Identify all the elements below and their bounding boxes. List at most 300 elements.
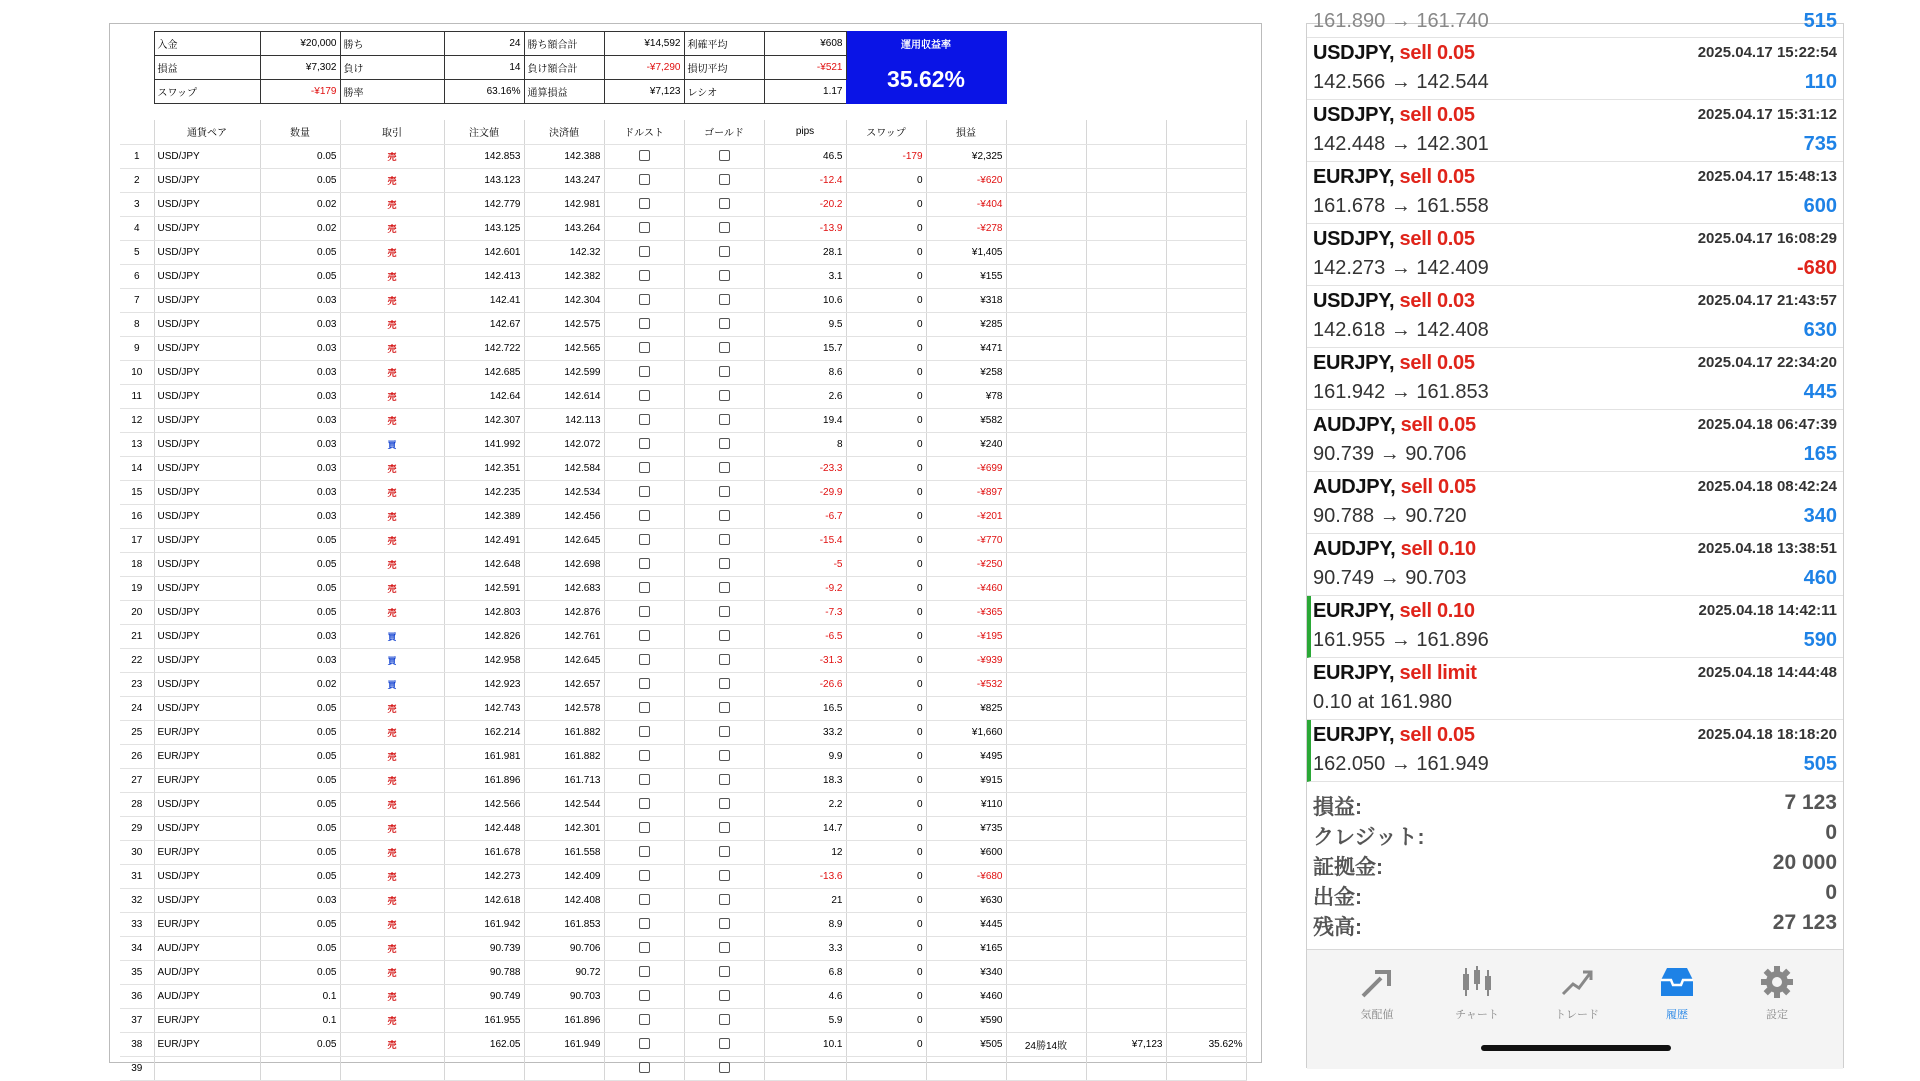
- gold-checkbox[interactable]: [719, 582, 730, 593]
- swap-cell[interactable]: 0: [846, 792, 926, 816]
- lot-cell[interactable]: 0.03: [260, 456, 340, 480]
- lot-cell[interactable]: 0.1: [260, 984, 340, 1008]
- summary-value[interactable]: 63.16%: [444, 80, 524, 104]
- extra-cell[interactable]: [1166, 792, 1246, 816]
- extra-cell[interactable]: [1006, 216, 1086, 240]
- dollar-straddle-checkbox-cell[interactable]: [604, 888, 684, 912]
- pips-cell[interactable]: 28.1: [764, 240, 846, 264]
- gold-checkbox-cell[interactable]: [684, 336, 764, 360]
- pair-cell[interactable]: USD/JPY: [154, 576, 260, 600]
- pips-cell[interactable]: 2.6: [764, 384, 846, 408]
- extra-cell[interactable]: [1166, 624, 1246, 648]
- lot-cell[interactable]: 0.05: [260, 528, 340, 552]
- extra-cell[interactable]: [1166, 984, 1246, 1008]
- extra-cell[interactable]: [1166, 864, 1246, 888]
- extra-cell[interactable]: [1166, 192, 1246, 216]
- pips-cell[interactable]: -31.3: [764, 648, 846, 672]
- pnl-cell[interactable]: ¥460: [926, 984, 1006, 1008]
- pnl-cell[interactable]: ¥630: [926, 888, 1006, 912]
- swap-cell[interactable]: 0: [846, 192, 926, 216]
- table-row[interactable]: [120, 960, 1246, 984]
- swap-cell[interactable]: -179: [846, 144, 926, 168]
- gold-checkbox-cell[interactable]: [684, 912, 764, 936]
- pips-cell[interactable]: -9.2: [764, 576, 846, 600]
- extra-cell[interactable]: [1006, 936, 1086, 960]
- gold-checkbox[interactable]: [719, 318, 730, 329]
- extra-cell[interactable]: [1006, 240, 1086, 264]
- extra-cell[interactable]: [1086, 1056, 1166, 1080]
- dollar-straddle-checkbox[interactable]: [639, 294, 650, 305]
- table-row[interactable]: [120, 288, 1246, 312]
- extra-cell[interactable]: [1166, 576, 1246, 600]
- pair-cell[interactable]: USD/JPY: [154, 240, 260, 264]
- extra-cell[interactable]: [1086, 456, 1166, 480]
- swap-cell[interactable]: 0: [846, 360, 926, 384]
- dollar-straddle-checkbox[interactable]: [639, 966, 650, 977]
- close-price-cell[interactable]: 142.683: [524, 576, 604, 600]
- gold-checkbox[interactable]: [719, 918, 730, 929]
- pips-cell[interactable]: 12: [764, 840, 846, 864]
- pnl-cell[interactable]: ¥1,405: [926, 240, 1006, 264]
- extra-cell[interactable]: [1086, 768, 1166, 792]
- tab-chart[interactable]: [1437, 962, 1517, 1022]
- open-price-cell[interactable]: 142.591: [444, 576, 524, 600]
- gold-checkbox-cell[interactable]: [684, 816, 764, 840]
- lot-cell[interactable]: 0.05: [260, 768, 340, 792]
- close-price-cell[interactable]: 143.264: [524, 216, 604, 240]
- extra-cell[interactable]: [1006, 648, 1086, 672]
- close-price-cell[interactable]: 161.882: [524, 720, 604, 744]
- pips-cell[interactable]: 14.7: [764, 816, 846, 840]
- extra-cell[interactable]: [1086, 936, 1166, 960]
- gold-checkbox[interactable]: [719, 366, 730, 377]
- lot-cell[interactable]: 0.03: [260, 408, 340, 432]
- gold-checkbox[interactable]: [719, 438, 730, 449]
- summary-label[interactable]: 通算損益: [524, 80, 604, 104]
- open-price-cell[interactable]: 142.351: [444, 456, 524, 480]
- home-indicator[interactable]: [1481, 1045, 1671, 1051]
- extra-cell[interactable]: [1086, 792, 1166, 816]
- pips-cell[interactable]: 19.4: [764, 408, 846, 432]
- extra-cell[interactable]: [1166, 216, 1246, 240]
- extra-cell[interactable]: [1086, 720, 1166, 744]
- close-price-cell[interactable]: 142.761: [524, 624, 604, 648]
- open-price-cell[interactable]: 142.67: [444, 312, 524, 336]
- side-cell[interactable]: 売: [340, 912, 444, 936]
- dollar-straddle-checkbox[interactable]: [639, 942, 650, 953]
- gold-checkbox[interactable]: [719, 654, 730, 665]
- history-item[interactable]: [1307, 658, 1843, 720]
- extra-cell[interactable]: [1086, 840, 1166, 864]
- open-price-cell[interactable]: 161.942: [444, 912, 524, 936]
- gold-checkbox[interactable]: [719, 702, 730, 713]
- pair-cell[interactable]: USD/JPY: [154, 456, 260, 480]
- pnl-cell[interactable]: -¥195: [926, 624, 1006, 648]
- dollar-straddle-checkbox[interactable]: [639, 318, 650, 329]
- table-row[interactable]: [120, 864, 1246, 888]
- open-price-cell[interactable]: 142.958: [444, 648, 524, 672]
- extra-cell[interactable]: [1166, 648, 1246, 672]
- gold-checkbox-cell[interactable]: [684, 1032, 764, 1056]
- pips-cell[interactable]: -6.7: [764, 504, 846, 528]
- pnl-cell[interactable]: ¥165: [926, 936, 1006, 960]
- lot-cell[interactable]: 0.05: [260, 816, 340, 840]
- dollar-straddle-checkbox-cell[interactable]: [604, 936, 684, 960]
- pair-cell[interactable]: USD/JPY: [154, 408, 260, 432]
- gold-checkbox[interactable]: [719, 1062, 730, 1073]
- pnl-cell[interactable]: -¥404: [926, 192, 1006, 216]
- dollar-straddle-checkbox-cell[interactable]: [604, 816, 684, 840]
- row-number[interactable]: 19: [120, 576, 154, 600]
- extra-cell[interactable]: [1166, 600, 1246, 624]
- open-price-cell[interactable]: 142.779: [444, 192, 524, 216]
- extra-cell[interactable]: [1166, 312, 1246, 336]
- extra-cell[interactable]: [1166, 1056, 1246, 1080]
- side-cell[interactable]: 売: [340, 480, 444, 504]
- lot-cell[interactable]: 0.05: [260, 864, 340, 888]
- pips-cell[interactable]: [764, 1056, 846, 1080]
- pair-cell[interactable]: USD/JPY: [154, 864, 260, 888]
- open-price-cell[interactable]: 161.981: [444, 744, 524, 768]
- extra-cell[interactable]: [1166, 912, 1246, 936]
- summary-label[interactable]: 負け: [340, 56, 444, 80]
- dollar-straddle-checkbox[interactable]: [639, 390, 650, 401]
- extra-cell[interactable]: [1006, 720, 1086, 744]
- gold-checkbox-cell[interactable]: [684, 888, 764, 912]
- summary-value[interactable]: ¥7,123: [604, 80, 684, 104]
- side-cell[interactable]: 売: [340, 360, 444, 384]
- gold-checkbox-cell[interactable]: [684, 552, 764, 576]
- side-cell[interactable]: 売: [340, 192, 444, 216]
- gold-checkbox-cell[interactable]: [684, 840, 764, 864]
- pair-cell[interactable]: USD/JPY: [154, 672, 260, 696]
- pnl-cell[interactable]: ¥582: [926, 408, 1006, 432]
- swap-cell[interactable]: 0: [846, 888, 926, 912]
- extra-cell[interactable]: [1086, 912, 1166, 936]
- extra-cell[interactable]: [1086, 144, 1166, 168]
- column-header[interactable]: [1086, 120, 1166, 144]
- pair-cell[interactable]: USD/JPY: [154, 888, 260, 912]
- summary-label[interactable]: 損益: [154, 56, 260, 80]
- pnl-cell[interactable]: -¥680: [926, 864, 1006, 888]
- lot-cell[interactable]: 0.05: [260, 696, 340, 720]
- pair-cell[interactable]: USD/JPY: [154, 384, 260, 408]
- pair-cell[interactable]: USD/JPY: [154, 792, 260, 816]
- row-number[interactable]: 27: [120, 768, 154, 792]
- lot-cell[interactable]: 0.05: [260, 576, 340, 600]
- dollar-straddle-checkbox-cell[interactable]: [604, 216, 684, 240]
- dollar-straddle-checkbox-cell[interactable]: [604, 288, 684, 312]
- dollar-straddle-checkbox-cell[interactable]: [604, 1032, 684, 1056]
- lot-cell[interactable]: 0.02: [260, 216, 340, 240]
- row-number[interactable]: 14: [120, 456, 154, 480]
- table-row[interactable]: [120, 1056, 1246, 1080]
- extra-cell[interactable]: [1006, 552, 1086, 576]
- table-row[interactable]: [120, 840, 1246, 864]
- history-item[interactable]: [1307, 720, 1843, 782]
- pair-cell[interactable]: USD/JPY: [154, 648, 260, 672]
- gold-checkbox-cell[interactable]: [684, 168, 764, 192]
- column-header[interactable]: [1166, 120, 1246, 144]
- dollar-straddle-checkbox-cell[interactable]: [604, 696, 684, 720]
- row-number[interactable]: 7: [120, 288, 154, 312]
- history-item[interactable]: [1307, 224, 1843, 286]
- extra-cell[interactable]: [1166, 720, 1246, 744]
- row-number[interactable]: 8: [120, 312, 154, 336]
- gold-checkbox[interactable]: [719, 630, 730, 641]
- dollar-straddle-checkbox[interactable]: [639, 198, 650, 209]
- swap-cell[interactable]: 0: [846, 480, 926, 504]
- swap-cell[interactable]: 0: [846, 840, 926, 864]
- extra-cell[interactable]: [1166, 240, 1246, 264]
- gold-checkbox-cell[interactable]: [684, 576, 764, 600]
- summary-label[interactable]: 勝ち額合計: [524, 32, 604, 56]
- extra-cell[interactable]: [1006, 480, 1086, 504]
- gold-checkbox[interactable]: [719, 462, 730, 473]
- open-price-cell[interactable]: 142.235: [444, 480, 524, 504]
- lot-cell[interactable]: 0.02: [260, 192, 340, 216]
- row-number[interactable]: 18: [120, 552, 154, 576]
- row-number[interactable]: 31: [120, 864, 154, 888]
- dollar-straddle-checkbox[interactable]: [639, 918, 650, 929]
- pips-cell[interactable]: -29.9: [764, 480, 846, 504]
- extra-cell[interactable]: [1166, 840, 1246, 864]
- swap-cell[interactable]: 0: [846, 216, 926, 240]
- open-price-cell[interactable]: 90.749: [444, 984, 524, 1008]
- gold-checkbox-cell[interactable]: [684, 216, 764, 240]
- open-price-cell[interactable]: 143.125: [444, 216, 524, 240]
- pnl-cell[interactable]: -¥278: [926, 216, 1006, 240]
- lot-cell[interactable]: 0.03: [260, 888, 340, 912]
- extra-cell[interactable]: [1006, 792, 1086, 816]
- summary-value[interactable]: 14: [444, 56, 524, 80]
- swap-cell[interactable]: 0: [846, 1032, 926, 1056]
- pair-cell[interactable]: USD/JPY: [154, 216, 260, 240]
- side-cell[interactable]: 買: [340, 624, 444, 648]
- table-row[interactable]: [120, 240, 1246, 264]
- close-price-cell[interactable]: 161.853: [524, 912, 604, 936]
- swap-cell[interactable]: 0: [846, 912, 926, 936]
- pair-cell[interactable]: USD/JPY: [154, 336, 260, 360]
- extra-cell[interactable]: [1006, 504, 1086, 528]
- extra-cell[interactable]: [1006, 264, 1086, 288]
- lot-cell[interactable]: 0.03: [260, 336, 340, 360]
- open-price-cell[interactable]: 143.123: [444, 168, 524, 192]
- pnl-cell[interactable]: ¥2,325: [926, 144, 1006, 168]
- extra-cell[interactable]: [1006, 816, 1086, 840]
- extra-cell[interactable]: [1006, 144, 1086, 168]
- side-cell[interactable]: 売: [340, 768, 444, 792]
- dollar-straddle-checkbox[interactable]: [639, 270, 650, 281]
- dollar-straddle-checkbox-cell[interactable]: [604, 240, 684, 264]
- dollar-straddle-checkbox[interactable]: [639, 870, 650, 881]
- pair-cell[interactable]: USD/JPY: [154, 528, 260, 552]
- pnl-cell[interactable]: -¥897: [926, 480, 1006, 504]
- close-price-cell[interactable]: 142.565: [524, 336, 604, 360]
- lot-cell[interactable]: 0.05: [260, 720, 340, 744]
- extra-cell[interactable]: [1086, 600, 1166, 624]
- column-header[interactable]: ドルスト: [604, 120, 684, 144]
- gold-checkbox[interactable]: [719, 606, 730, 617]
- extra-cell[interactable]: [1086, 744, 1166, 768]
- summary-value[interactable]: ¥7,302: [260, 56, 340, 80]
- pips-cell[interactable]: 15.7: [764, 336, 846, 360]
- pair-cell[interactable]: EUR/JPY: [154, 840, 260, 864]
- dollar-straddle-checkbox-cell[interactable]: [604, 264, 684, 288]
- gold-checkbox[interactable]: [719, 174, 730, 185]
- history-item[interactable]: [1307, 596, 1843, 658]
- pips-cell[interactable]: 3.3: [764, 936, 846, 960]
- gold-checkbox-cell[interactable]: [684, 480, 764, 504]
- dollar-straddle-checkbox-cell[interactable]: [604, 144, 684, 168]
- extra-cell[interactable]: [1166, 264, 1246, 288]
- pips-cell[interactable]: 10.1: [764, 1032, 846, 1056]
- swap-cell[interactable]: 0: [846, 624, 926, 648]
- row-number[interactable]: 28: [120, 792, 154, 816]
- extra-cell[interactable]: [1086, 192, 1166, 216]
- gold-checkbox-cell[interactable]: [684, 936, 764, 960]
- close-price-cell[interactable]: 142.32: [524, 240, 604, 264]
- dollar-straddle-checkbox-cell[interactable]: [604, 840, 684, 864]
- pair-cell[interactable]: USD/JPY: [154, 480, 260, 504]
- lot-cell[interactable]: 0.05: [260, 168, 340, 192]
- extra-cell[interactable]: [1006, 696, 1086, 720]
- extra-cell[interactable]: [1006, 960, 1086, 984]
- close-price-cell[interactable]: 142.409: [524, 864, 604, 888]
- tab-history[interactable]: [1637, 962, 1717, 1022]
- extra-cell[interactable]: [1086, 552, 1166, 576]
- gold-checkbox-cell[interactable]: [684, 984, 764, 1008]
- pnl-cell[interactable]: ¥825: [926, 696, 1006, 720]
- dollar-straddle-checkbox-cell[interactable]: [604, 768, 684, 792]
- row-number[interactable]: 38: [120, 1032, 154, 1056]
- dollar-straddle-checkbox[interactable]: [639, 222, 650, 233]
- column-header[interactable]: スワップ: [846, 120, 926, 144]
- dollar-straddle-checkbox[interactable]: [639, 750, 650, 761]
- swap-cell[interactable]: 0: [846, 264, 926, 288]
- gold-checkbox[interactable]: [719, 966, 730, 977]
- row-number[interactable]: 26: [120, 744, 154, 768]
- row-number[interactable]: 25: [120, 720, 154, 744]
- dollar-straddle-checkbox-cell[interactable]: [604, 456, 684, 480]
- dollar-straddle-checkbox-cell[interactable]: [604, 480, 684, 504]
- side-cell[interactable]: 売: [340, 840, 444, 864]
- lot-cell[interactable]: 0.05: [260, 960, 340, 984]
- gold-checkbox[interactable]: [719, 846, 730, 857]
- extra-cell[interactable]: [1006, 864, 1086, 888]
- side-cell[interactable]: 売: [340, 312, 444, 336]
- gold-checkbox-cell[interactable]: [684, 768, 764, 792]
- dollar-straddle-checkbox[interactable]: [639, 486, 650, 497]
- close-price-cell[interactable]: 142.544: [524, 792, 604, 816]
- side-cell[interactable]: [340, 1056, 444, 1080]
- extra-cell[interactable]: [1086, 240, 1166, 264]
- open-price-cell[interactable]: 142.826: [444, 624, 524, 648]
- close-price-cell[interactable]: 142.301: [524, 816, 604, 840]
- dollar-straddle-checkbox[interactable]: [639, 246, 650, 257]
- row-number[interactable]: 17: [120, 528, 154, 552]
- pips-cell[interactable]: -12.4: [764, 168, 846, 192]
- open-price-cell[interactable]: 142.448: [444, 816, 524, 840]
- dollar-straddle-checkbox-cell[interactable]: [604, 408, 684, 432]
- extra-cell[interactable]: [1166, 504, 1246, 528]
- swap-cell[interactable]: 0: [846, 936, 926, 960]
- pair-cell[interactable]: USD/JPY: [154, 816, 260, 840]
- lot-cell[interactable]: 0.05: [260, 936, 340, 960]
- pips-cell[interactable]: -20.2: [764, 192, 846, 216]
- partial-history-item[interactable]: [1307, 10, 1843, 38]
- swap-cell[interactable]: 0: [846, 576, 926, 600]
- extra-cell[interactable]: [1006, 408, 1086, 432]
- dollar-straddle-checkbox[interactable]: [639, 654, 650, 665]
- column-header[interactable]: 注文値: [444, 120, 524, 144]
- gold-checkbox[interactable]: [719, 510, 730, 521]
- lot-cell[interactable]: 0.03: [260, 312, 340, 336]
- extra-cell[interactable]: [1086, 288, 1166, 312]
- gold-checkbox[interactable]: [719, 342, 730, 353]
- pips-cell[interactable]: 21: [764, 888, 846, 912]
- lot-cell[interactable]: 0.05: [260, 1032, 340, 1056]
- dollar-straddle-checkbox[interactable]: [639, 174, 650, 185]
- lot-cell[interactable]: 0.03: [260, 360, 340, 384]
- swap-cell[interactable]: [846, 1056, 926, 1080]
- pair-cell[interactable]: AUD/JPY: [154, 936, 260, 960]
- open-price-cell[interactable]: 142.273: [444, 864, 524, 888]
- dollar-straddle-checkbox[interactable]: [639, 606, 650, 617]
- column-header[interactable]: 損益: [926, 120, 1006, 144]
- open-price-cell[interactable]: 142.413: [444, 264, 524, 288]
- pair-cell[interactable]: EUR/JPY: [154, 720, 260, 744]
- pair-cell[interactable]: USD/JPY: [154, 288, 260, 312]
- pnl-cell[interactable]: ¥505: [926, 1032, 1006, 1056]
- dollar-straddle-checkbox-cell[interactable]: [604, 504, 684, 528]
- history-item[interactable]: [1307, 472, 1843, 534]
- history-item[interactable]: [1307, 348, 1843, 410]
- swap-cell[interactable]: 0: [846, 408, 926, 432]
- extra-cell[interactable]: [1086, 264, 1166, 288]
- pair-cell[interactable]: EUR/JPY: [154, 912, 260, 936]
- dollar-straddle-checkbox-cell[interactable]: [604, 192, 684, 216]
- extra-cell[interactable]: [1086, 408, 1166, 432]
- open-price-cell[interactable]: 90.739: [444, 936, 524, 960]
- gold-checkbox[interactable]: [719, 558, 730, 569]
- extra-cell[interactable]: [1006, 360, 1086, 384]
- pips-cell[interactable]: 16.5: [764, 696, 846, 720]
- table-row[interactable]: [120, 768, 1246, 792]
- pnl-cell[interactable]: ¥735: [926, 816, 1006, 840]
- open-price-cell[interactable]: 161.678: [444, 840, 524, 864]
- table-row[interactable]: [120, 384, 1246, 408]
- side-cell[interactable]: 売: [340, 744, 444, 768]
- dollar-straddle-checkbox[interactable]: [639, 798, 650, 809]
- table-row[interactable]: [120, 1008, 1246, 1032]
- lot-cell[interactable]: 0.03: [260, 288, 340, 312]
- gold-checkbox-cell[interactable]: [684, 624, 764, 648]
- dollar-straddle-checkbox-cell[interactable]: [604, 864, 684, 888]
- gold-checkbox-cell[interactable]: [684, 288, 764, 312]
- gold-checkbox-cell[interactable]: [684, 240, 764, 264]
- dollar-straddle-checkbox[interactable]: [639, 846, 650, 857]
- extra-cell[interactable]: [1166, 1008, 1246, 1032]
- pair-cell[interactable]: EUR/JPY: [154, 1008, 260, 1032]
- extra-cell[interactable]: [1006, 888, 1086, 912]
- extra-cell[interactable]: [1166, 696, 1246, 720]
- extra-cell[interactable]: [1086, 504, 1166, 528]
- extra-cell[interactable]: [1086, 432, 1166, 456]
- pips-cell[interactable]: 8.9: [764, 912, 846, 936]
- pnl-cell[interactable]: ¥915: [926, 768, 1006, 792]
- open-price-cell[interactable]: 142.64: [444, 384, 524, 408]
